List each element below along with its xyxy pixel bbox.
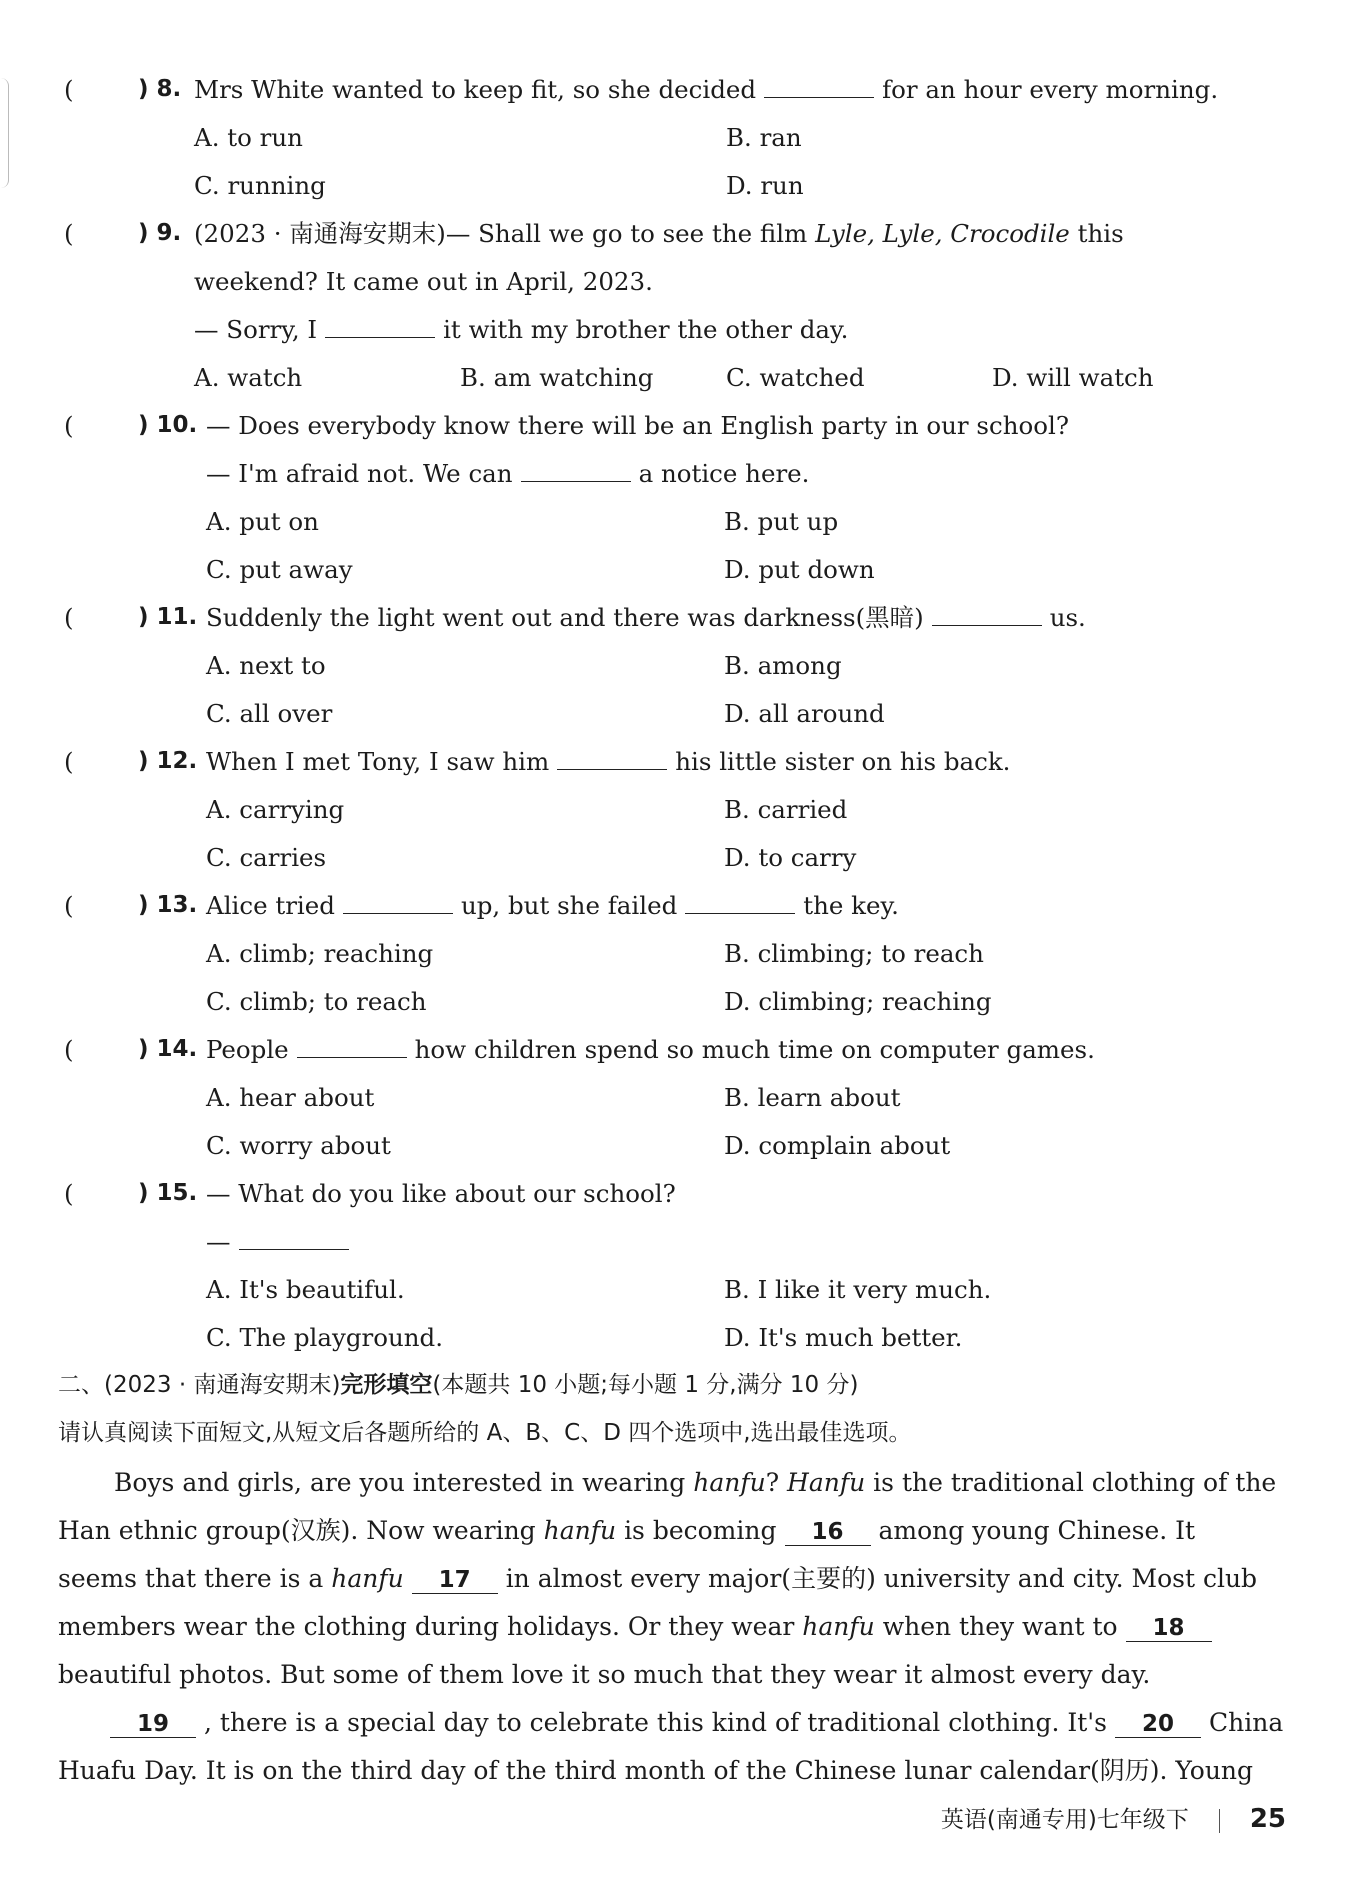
option-d[interactable]: D. put down [724, 555, 875, 584]
option-a[interactable]: A. put on [206, 507, 319, 536]
option-b[interactable]: B. carried [724, 795, 848, 824]
stem-text: for an hour every morning. [882, 75, 1219, 104]
question-stem [206, 1035, 1095, 1064]
option-a[interactable]: A. hear about [206, 1083, 375, 1112]
passage-text: ? [765, 1468, 788, 1497]
answer-blank[interactable] [932, 607, 1042, 626]
answer-paren: ( [64, 747, 74, 776]
question-number: ) 13. [138, 892, 198, 918]
passage-line-4 [58, 1614, 1268, 1642]
page-footer [941, 1806, 1286, 1833]
stem-text: Mrs White wanted to keep fit, so she decided [194, 75, 757, 104]
option-c[interactable]: C. climb; to reach [206, 987, 427, 1016]
passage-text: , there is a special day to celebrate this kind of traditional clothing. It's [204, 1708, 1108, 1737]
passage-text: when they want to [882, 1612, 1118, 1641]
option-c[interactable]: C. The playground. [206, 1323, 443, 1352]
option-b[interactable]: B. among [724, 651, 842, 680]
passage-term: hanfu [543, 1516, 617, 1545]
passage-line-5: beautiful photos. But some of them love it so much that they wear it almost every day. [58, 1660, 1151, 1689]
answer-paren: ( [64, 1179, 74, 1208]
option-c[interactable]: C. all over [206, 699, 333, 728]
question-stem: — What do you like about our school? [206, 1179, 676, 1208]
passage-term: Hanfu [787, 1468, 866, 1497]
passage-text: Han ethnic group(汉族). Now wearing [58, 1516, 536, 1545]
question-number: ) 11. [138, 604, 198, 630]
question-stem [206, 747, 1011, 776]
footer-divider [1219, 1809, 1220, 1833]
stem-text: how children spend so much time on computer games. [414, 1035, 1095, 1064]
section-instruction: 请认真阅读下面短文,从短文后各题所给的 A、B、C、D 四个选项中,选出最佳选项。 [58, 1420, 912, 1446]
section-source: 二、(2023 · 南通海安期末) [58, 1372, 341, 1398]
film-title: Lyle, Lyle, Crocodile [815, 219, 1070, 248]
option-c[interactable]: C. running [194, 171, 326, 200]
option-c[interactable]: C. watched [726, 363, 865, 392]
binding-edge [0, 78, 9, 188]
section-title: 完形填空 [340, 1372, 433, 1398]
answer-paren: ( [64, 603, 74, 632]
answer-blank[interactable] [325, 319, 435, 338]
passage-term: hanfu [693, 1468, 766, 1497]
option-d[interactable]: D. all around [724, 699, 885, 728]
option-d[interactable]: D. complain about [724, 1131, 951, 1160]
option-b[interactable]: B. am watching [460, 363, 654, 392]
option-d[interactable]: D. It's much better. [724, 1323, 963, 1352]
option-b[interactable]: B. ran [726, 123, 802, 152]
cloze-blank-19[interactable]: 19 [110, 1713, 196, 1738]
passage-line-2 [58, 1518, 1268, 1546]
question-number: ) 10. [138, 412, 198, 438]
answer-paren: ( [64, 1035, 74, 1064]
footer-label: 英语(南通专用)七年级下 [940, 1807, 1189, 1833]
stem-text: a notice here. [638, 459, 810, 488]
question-line-3 [194, 315, 849, 344]
stem-text: Suddenly the light went out and there was darkness(黑暗) [206, 603, 924, 632]
question-number: ) 12. [138, 748, 198, 774]
passage-line-1 [114, 1470, 1324, 1495]
answer-blank[interactable] [685, 895, 795, 914]
option-b[interactable]: B. put up [724, 507, 839, 536]
stem-text: — [206, 1227, 231, 1256]
option-a[interactable]: A. watch [194, 363, 303, 392]
question-number: ) 15. [138, 1180, 198, 1206]
question-number: ) 14. [138, 1036, 198, 1062]
option-b[interactable]: B. learn about [724, 1083, 901, 1112]
stem-text: (2023 · 南通海安期末)— Shall we go to see the film [194, 219, 808, 248]
option-a[interactable]: A. carrying [206, 795, 345, 824]
question-line-2: weekend? It came out in April, 2023. [194, 267, 653, 296]
passage-text: seems that there is a [58, 1564, 324, 1593]
question-number: ) 9. [138, 220, 182, 246]
question-stem [194, 219, 1124, 248]
question-line-2 [206, 1227, 357, 1256]
passage-text: is becoming [624, 1516, 777, 1545]
question-stem [194, 75, 1219, 104]
stem-text: — I'm afraid not. We can [206, 459, 513, 488]
option-d[interactable]: D. climbing; reaching [724, 987, 992, 1016]
passage-text: in almost every major(主要的) university and city. Most club [505, 1564, 1258, 1593]
option-b[interactable]: B. I like it very much. [724, 1275, 992, 1304]
option-d[interactable]: D. will watch [992, 363, 1154, 392]
passage-line-6 [110, 1710, 1320, 1738]
passage-text: China [1209, 1708, 1284, 1737]
section-note: (本题共 10 小题;每小题 1 分,满分 10 分) [432, 1372, 859, 1398]
section-heading [58, 1374, 858, 1397]
answer-blank[interactable] [764, 79, 874, 98]
answer-blank[interactable] [557, 751, 667, 770]
question-line-2 [206, 459, 810, 488]
answer-paren: ( [64, 891, 74, 920]
answer-paren: ( [64, 411, 74, 440]
answer-blank[interactable] [343, 895, 453, 914]
passage-term: hanfu [331, 1564, 404, 1593]
option-a[interactable]: A. climb; reaching [206, 939, 434, 968]
question-stem: — Does everybody know there will be an English party in our school? [206, 411, 1069, 440]
passage-line-3 [58, 1566, 1268, 1594]
option-c[interactable]: C. carries [206, 843, 327, 872]
option-c[interactable]: C. put away [206, 555, 353, 584]
option-a[interactable]: A. next to [206, 651, 326, 680]
passage-text: members wear the clothing during holidays. Or they wear [58, 1612, 795, 1641]
option-d[interactable]: D. run [726, 171, 804, 200]
question-number: ) 8. [138, 76, 182, 102]
stem-text: When I met Tony, I saw him [206, 747, 550, 776]
option-a[interactable]: A. to run [194, 123, 303, 152]
passage-line-7: Huafu Day. It is on the third day of the third month of the Chinese lunar calendar(阴历). Young [58, 1756, 1254, 1785]
answer-blank[interactable] [297, 1039, 407, 1058]
stem-text: his little sister on his back. [675, 747, 1011, 776]
passage-text: is the traditional clothing of the [873, 1468, 1277, 1497]
answer-blank[interactable] [239, 1231, 349, 1250]
passage-term: hanfu [802, 1612, 875, 1641]
question-stem [206, 891, 899, 920]
stem-text: it with my brother the other day. [443, 315, 849, 344]
option-b[interactable]: B. climbing; to reach [724, 939, 984, 968]
stem-text: People [206, 1035, 289, 1064]
option-a[interactable]: A. It's beautiful. [206, 1275, 405, 1304]
passage-text: among young Chinese. It [878, 1516, 1196, 1545]
cloze-blank-20[interactable]: 20 [1115, 1713, 1201, 1738]
answer-blank[interactable] [521, 463, 631, 482]
cloze-blank-18[interactable]: 18 [1126, 1617, 1212, 1642]
option-d[interactable]: D. to carry [724, 843, 857, 872]
stem-text: up, but she failed [460, 891, 678, 920]
cloze-blank-16[interactable]: 16 [785, 1521, 871, 1546]
stem-text: — Sorry, I [194, 315, 318, 344]
cloze-blank-17[interactable]: 17 [412, 1569, 498, 1594]
question-stem [206, 603, 1086, 632]
passage-text: Boys and girls, are you interested in wearing [114, 1468, 686, 1497]
stem-text: this [1077, 219, 1124, 248]
answer-paren: ( [64, 75, 74, 104]
stem-text: us. [1049, 603, 1086, 632]
answer-paren: ( [64, 219, 74, 248]
stem-text: the key. [803, 891, 899, 920]
option-c[interactable]: C. worry about [206, 1131, 391, 1160]
page-number: 25 [1249, 1804, 1286, 1834]
stem-text: Alice tried [206, 891, 335, 920]
